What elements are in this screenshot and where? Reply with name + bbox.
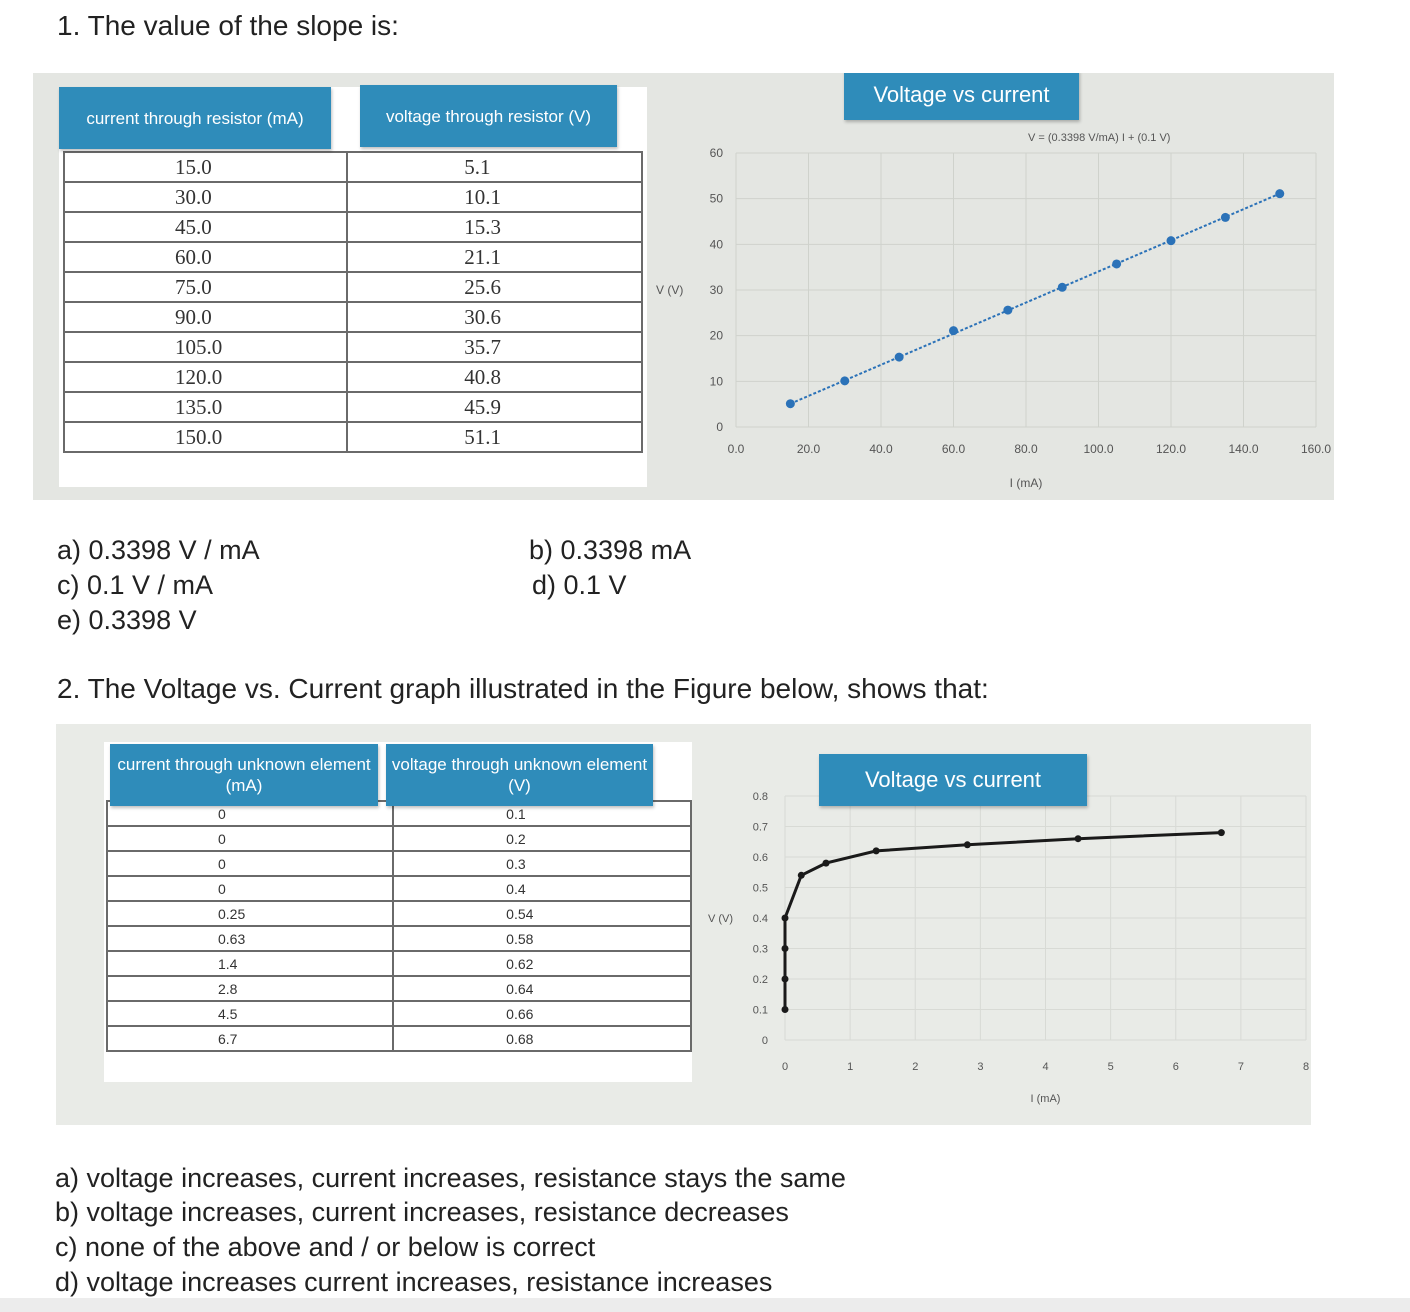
y-axis-label: V (V) bbox=[708, 913, 734, 925]
table-row bbox=[64, 152, 642, 182]
y-tick-label: 0.1 bbox=[752, 1004, 768, 1017]
current-cell: 30.0 bbox=[64, 182, 347, 212]
data-point bbox=[1221, 213, 1230, 222]
current-cell: 2.8 bbox=[107, 976, 393, 1001]
x-tick-label: 100.0 bbox=[1083, 442, 1114, 456]
current-cell: 4.5 bbox=[107, 1001, 393, 1026]
table-row bbox=[64, 332, 642, 362]
y-tick-label: 0.8 bbox=[752, 791, 768, 803]
x-tick-label: 20.0 bbox=[796, 442, 821, 456]
current-cell: 0 bbox=[107, 851, 393, 876]
question-2-title: 2. The Voltage vs. Current graph illustrated in the Figure below, shows that: bbox=[57, 673, 989, 704]
x-tick-label: 7 bbox=[1237, 1061, 1244, 1073]
y-tick-label: 0.7 bbox=[752, 821, 768, 834]
table-row bbox=[107, 901, 691, 926]
current-cell: 120.0 bbox=[64, 362, 347, 392]
x-tick-label: 3 bbox=[977, 1061, 984, 1073]
x-tick-label: 120.0 bbox=[1155, 442, 1187, 456]
y-tick-label: 20 bbox=[709, 328, 723, 343]
resistor-data-table bbox=[63, 151, 643, 453]
current-cell: 90.0 bbox=[64, 302, 347, 332]
table-row bbox=[64, 242, 642, 272]
figure-1 bbox=[33, 73, 1334, 500]
data-point bbox=[949, 326, 958, 335]
voltage-cell: 0.68 bbox=[393, 1026, 691, 1051]
chart-1-title: Voltage vs current bbox=[844, 73, 1079, 120]
table-row bbox=[64, 362, 642, 392]
q2-answer-c: c) none of the above and / or below is correct bbox=[55, 1232, 596, 1262]
table-row bbox=[64, 392, 642, 422]
q1-answer-d: d) 0.1 V bbox=[532, 570, 627, 600]
q2-answer-a: a) voltage increases, current increases, resistance stays the same bbox=[55, 1163, 846, 1193]
unknown-current-header: current through unknown element (mA) bbox=[110, 744, 378, 806]
current-cell: 45.0 bbox=[64, 212, 347, 242]
current-cell: 15.0 bbox=[64, 152, 347, 182]
current-cell: 135.0 bbox=[64, 392, 347, 422]
x-tick-label: 0 bbox=[781, 1061, 789, 1073]
unknown-element-data-table bbox=[106, 800, 692, 1052]
table-row bbox=[107, 876, 691, 901]
table-row bbox=[64, 422, 642, 452]
voltage-cell: 25.6 bbox=[347, 272, 642, 302]
y-tick-label: 10 bbox=[709, 374, 723, 389]
table-row bbox=[107, 976, 691, 1001]
page-bottom-strip bbox=[0, 1298, 1410, 1312]
x-tick-label: 160.0 bbox=[1300, 442, 1332, 456]
table-row bbox=[107, 1026, 691, 1051]
table-row bbox=[107, 926, 691, 951]
x-tick-label: 4 bbox=[1042, 1061, 1049, 1073]
data-point bbox=[823, 860, 830, 867]
data-point bbox=[782, 1006, 789, 1013]
q1-answer-b: b) 0.3398 mA bbox=[529, 535, 692, 565]
voltage-cell: 45.9 bbox=[347, 392, 642, 422]
voltage-cell: 0.58 bbox=[393, 926, 691, 951]
q2-answer-b: b) voltage increases, current increases, resistance decreases bbox=[55, 1197, 789, 1227]
voltage-cell: 35.7 bbox=[347, 332, 642, 362]
x-tick-label: 0.0 bbox=[727, 442, 745, 456]
y-tick-label: 0.4 bbox=[752, 913, 768, 925]
data-point bbox=[1003, 306, 1012, 315]
x-tick-label: 5 bbox=[1107, 1061, 1114, 1073]
y-axis-label: V (V) bbox=[656, 283, 684, 297]
y-tick-label: 50 bbox=[709, 191, 723, 206]
resistor-voltage-header: voltage through resistor (V) bbox=[360, 85, 617, 147]
voltage-cell: 51.1 bbox=[347, 422, 642, 452]
x-tick-label: 40.0 bbox=[869, 442, 893, 456]
chart-2-title: Voltage vs current bbox=[819, 754, 1087, 806]
table-row bbox=[64, 302, 642, 332]
table-row bbox=[64, 212, 642, 242]
voltage-cell: 21.1 bbox=[347, 242, 642, 272]
voltage-cell: 0.1 bbox=[393, 801, 691, 826]
q2-answer-d: d) voltage increases current increases, resistance increases bbox=[55, 1267, 773, 1297]
data-point bbox=[1275, 189, 1284, 198]
voltage-cell: 10.1 bbox=[347, 182, 642, 212]
x-axis-label: I (mA) bbox=[1009, 476, 1043, 490]
data-point bbox=[1075, 835, 1082, 842]
x-tick-label: 2 bbox=[912, 1061, 919, 1073]
x-tick-label: 80.0 bbox=[1014, 442, 1038, 456]
data-point bbox=[895, 353, 904, 362]
data-point bbox=[1112, 259, 1121, 268]
voltage-cell: 0.62 bbox=[393, 951, 691, 976]
q1-answer-c: c) 0.1 V / mA bbox=[57, 570, 214, 600]
x-tick-label: 8 bbox=[1302, 1061, 1310, 1073]
current-cell: 0.25 bbox=[107, 901, 393, 926]
y-tick-label: 60 bbox=[709, 146, 723, 160]
current-cell: 6.7 bbox=[107, 1026, 393, 1051]
y-tick-label: 0 bbox=[716, 420, 723, 434]
table-row bbox=[107, 1001, 691, 1026]
voltage-cell: 0.3 bbox=[393, 851, 691, 876]
voltage-cell: 0.64 bbox=[393, 976, 691, 1001]
voltage-cell: 30.6 bbox=[347, 302, 642, 332]
current-cell: 60.0 bbox=[64, 242, 347, 272]
resistor-current-header: current through resistor (mA) bbox=[59, 87, 331, 149]
current-cell: 150.0 bbox=[64, 422, 347, 452]
data-point bbox=[840, 376, 849, 385]
data-point bbox=[873, 847, 880, 854]
y-tick-label: 30 bbox=[709, 283, 723, 297]
voltage-cell: 0.66 bbox=[393, 1001, 691, 1026]
y-tick-label: 0 bbox=[761, 1035, 768, 1047]
x-axis-label: I (mA) bbox=[1030, 1093, 1061, 1105]
table-row bbox=[64, 272, 642, 302]
table-row bbox=[107, 826, 691, 851]
data-point bbox=[782, 945, 789, 952]
table-row bbox=[107, 851, 691, 876]
data-point bbox=[964, 841, 971, 848]
data-point bbox=[782, 976, 789, 983]
voltage-current-chart-1 bbox=[616, 73, 1334, 500]
data-point bbox=[1167, 236, 1176, 245]
q1-answer-e: e) 0.3398 V bbox=[57, 605, 197, 635]
data-point bbox=[786, 399, 795, 408]
voltage-cell: 0.54 bbox=[393, 901, 691, 926]
table-row bbox=[107, 951, 691, 976]
y-tick-label: 40 bbox=[709, 237, 723, 252]
current-cell: 105.0 bbox=[64, 332, 347, 362]
y-tick-label: 0.3 bbox=[752, 943, 768, 956]
y-tick-label: 0.5 bbox=[752, 882, 768, 895]
x-tick-label: 1 bbox=[847, 1061, 854, 1073]
current-cell: 0.63 bbox=[107, 926, 393, 951]
voltage-cell: 0.2 bbox=[393, 826, 691, 851]
voltage-cell: 0.4 bbox=[393, 876, 691, 901]
data-point bbox=[1058, 283, 1067, 292]
figure-2 bbox=[56, 724, 1311, 1125]
trendline bbox=[790, 194, 1279, 404]
voltage-cell: 15.3 bbox=[347, 212, 642, 242]
voltage-cell: 5.1 bbox=[347, 152, 642, 182]
current-cell: 1.4 bbox=[107, 951, 393, 976]
question-1-title: 1. The value of the slope is: bbox=[57, 10, 399, 41]
data-point bbox=[1218, 829, 1225, 836]
voltage-cell: 40.8 bbox=[347, 362, 642, 392]
x-tick-label: 140.0 bbox=[1228, 442, 1259, 456]
current-cell: 75.0 bbox=[64, 272, 347, 302]
trendline-equation: V = (0.3398 V/mA) I + (0.1 V) bbox=[1028, 132, 1171, 144]
unknown-voltage-header: voltage through unknown element (V) bbox=[386, 744, 653, 806]
current-cell: 0 bbox=[107, 801, 393, 826]
table-row bbox=[64, 182, 642, 212]
y-tick-label: 0.6 bbox=[752, 852, 768, 864]
x-tick-label: 60.0 bbox=[941, 442, 966, 456]
data-point bbox=[782, 915, 789, 922]
data-point bbox=[798, 872, 805, 879]
current-cell: 0 bbox=[107, 876, 393, 901]
current-cell: 0 bbox=[107, 826, 393, 851]
x-tick-label: 6 bbox=[1172, 1061, 1179, 1073]
y-tick-label: 0.2 bbox=[752, 974, 768, 986]
q1-answer-a: a) 0.3398 V / mA bbox=[57, 535, 260, 565]
